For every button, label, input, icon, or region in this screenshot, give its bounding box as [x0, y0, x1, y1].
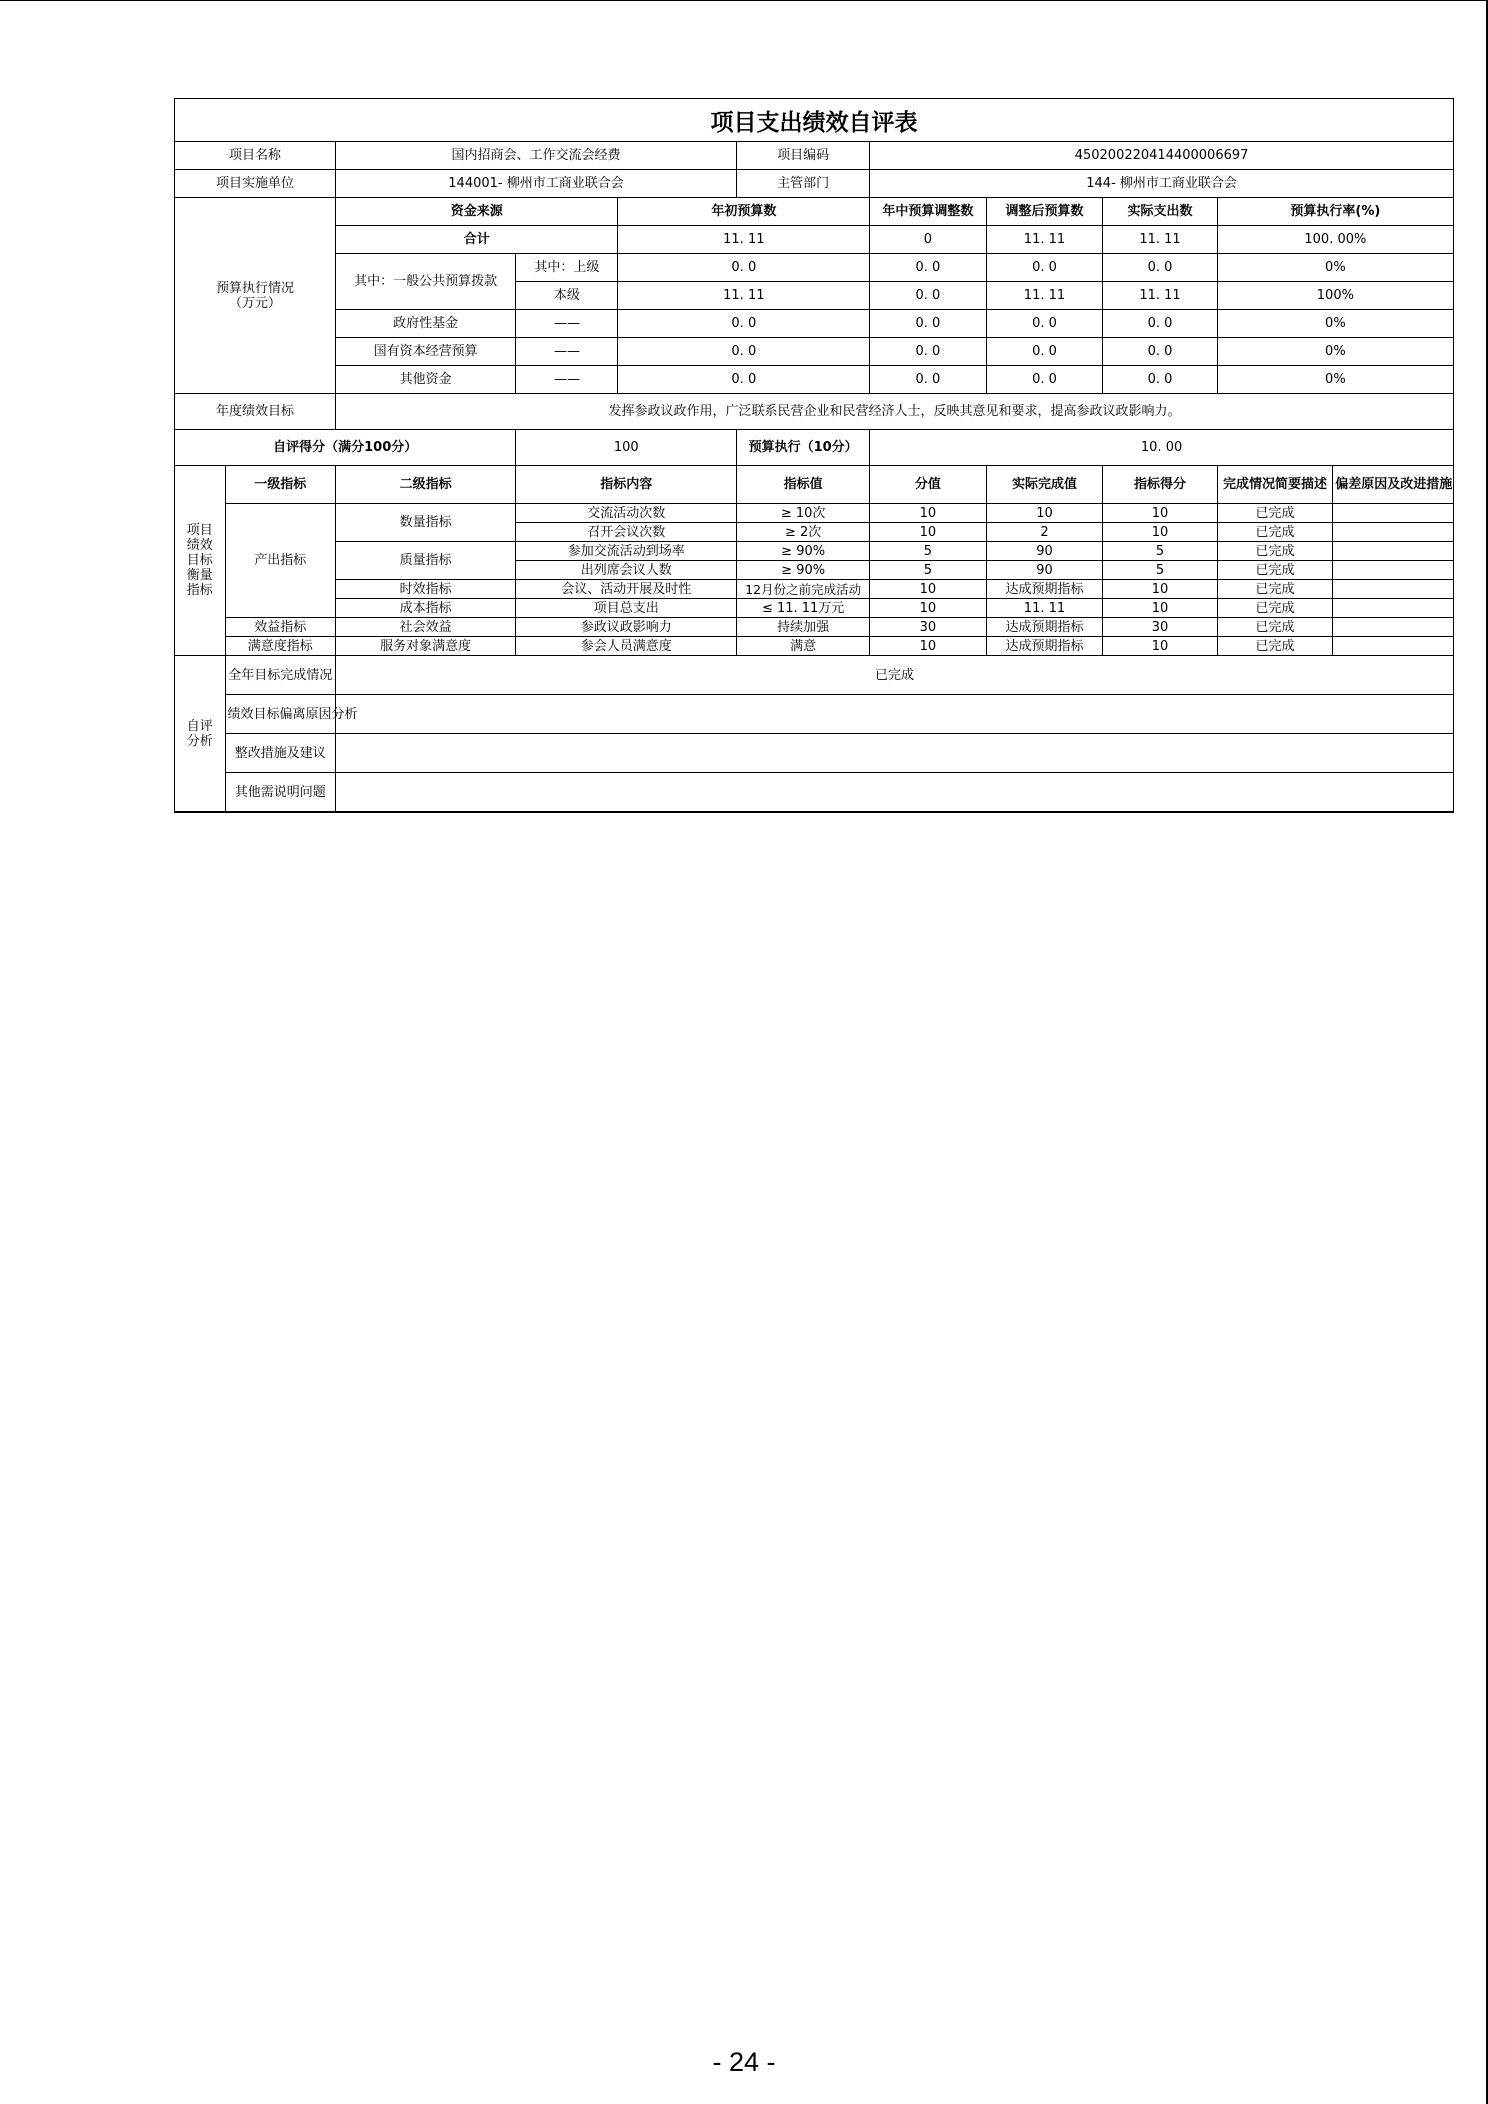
- deviation-analysis-label: 绩效目标偏离原因分析: [225, 695, 335, 734]
- state-capital-rate: 0%: [1217, 338, 1453, 366]
- indicator-row: [175, 542, 1454, 561]
- indicator-header-row: [175, 466, 1454, 504]
- output-indicator-label: 产出指标: [225, 504, 335, 618]
- local-adjusted: 11. 11: [986, 282, 1103, 310]
- indicator-points: 5: [870, 542, 987, 561]
- improvement-measures-label: 整改措施及建议: [225, 734, 335, 773]
- indicator-score: 10: [1103, 637, 1217, 656]
- adjusted-budget-header: 调整后预算数: [986, 198, 1103, 226]
- execution-rate-header: 预算执行率(%): [1217, 198, 1453, 226]
- analysis-section-label: 自评 分析: [175, 656, 226, 812]
- indicator-reason: [1333, 599, 1454, 618]
- upper-actual: 0. 0: [1103, 254, 1217, 282]
- level1-indicator-header: 一级指标: [225, 466, 335, 504]
- state-capital-midyear: 0. 0: [870, 338, 987, 366]
- upper-label: 其中：上级: [516, 254, 618, 282]
- form-title: 项目支出绩效自评表: [710, 108, 918, 136]
- indicator-completion: 已完成: [1217, 561, 1333, 580]
- self-score-value: 100: [516, 430, 737, 466]
- indicator-completion: 已完成: [1217, 637, 1333, 656]
- indicator-points: 10: [870, 580, 987, 599]
- indicator-reason: [1333, 542, 1454, 561]
- upper-rate: 0%: [1217, 254, 1453, 282]
- indicator-actual: 10: [986, 504, 1103, 523]
- budget-total-row: [175, 226, 1454, 254]
- other-fund-rate: 0%: [1217, 366, 1453, 394]
- indicator-target: 12月份之前完成活动: [737, 580, 870, 599]
- department-value: 144- 柳州市工商业联合会: [870, 170, 1454, 198]
- state-capital-adjusted: 0. 0: [986, 338, 1103, 366]
- quantity-indicator-label: 数量指标: [335, 504, 515, 542]
- indicator-points: 5: [870, 561, 987, 580]
- gov-fund-label: 政府性基金: [335, 310, 515, 338]
- quality-indicator-label: 质量指标: [335, 542, 515, 580]
- total-label: 合计: [335, 226, 618, 254]
- indicator-points: 10: [870, 504, 987, 523]
- project-name-value: 国内招商会、工作交流会经费: [335, 142, 736, 170]
- indicator-completion: 已完成: [1217, 542, 1333, 561]
- analysis-measures-row: [175, 734, 1454, 773]
- page-top-border: [0, 0, 1488, 1]
- total-rate: 100. 00%: [1217, 226, 1453, 254]
- indicator-actual: 达成预期指标: [986, 618, 1103, 637]
- indicator-content: 出列席会议人数: [516, 561, 737, 580]
- page-number: - 24 -: [712, 2047, 776, 2077]
- indicator-content: 召开会议次数: [516, 523, 737, 542]
- indicator-actual: 达成预期指标: [986, 637, 1103, 656]
- indicator-score-header: 指标得分: [1103, 466, 1217, 504]
- project-unit-row: [175, 170, 1454, 198]
- indicator-row: [175, 637, 1454, 656]
- deviation-reason-header: 偏差原因及改进措施: [1333, 466, 1454, 504]
- other-fund-adjusted: 0. 0: [986, 366, 1103, 394]
- analysis-completion-row: [175, 656, 1454, 695]
- other-fund-midyear: 0. 0: [870, 366, 987, 394]
- fund-source-header: 资金来源: [335, 198, 618, 226]
- total-midyear: 0: [870, 226, 987, 254]
- indicator-content: 参会人员满意度: [516, 637, 737, 656]
- total-initial: 11. 11: [618, 226, 870, 254]
- timeliness-indicator-label: 时效指标: [335, 580, 515, 599]
- other-fund-actual: 0. 0: [1103, 366, 1217, 394]
- annual-goal-text: 发挥参政议政作用，广泛联系民营企业和民营经济人士，反映其意见和要求，提高参政议政影响力。: [335, 394, 1453, 430]
- other-issues-label: 其他需说明问题: [225, 773, 335, 812]
- indicator-target: ≥ 90%: [737, 542, 870, 561]
- improvement-measures-value: [335, 734, 1453, 773]
- gov-fund-rate: 0%: [1217, 310, 1453, 338]
- indicator-score: 10: [1103, 580, 1217, 599]
- gov-fund-midyear: 0. 0: [870, 310, 987, 338]
- indicator-score: 5: [1103, 542, 1217, 561]
- indicator-reason: [1333, 561, 1454, 580]
- self-evaluation-form: [174, 98, 1454, 813]
- other-fund-dash: ——: [516, 366, 618, 394]
- indicator-score: 5: [1103, 561, 1217, 580]
- project-unit-label: 项目实施单位: [175, 170, 336, 198]
- indicator-completion: 已完成: [1217, 618, 1333, 637]
- indicator-actual: 达成预期指标: [986, 580, 1103, 599]
- actual-expense-header: 实际支出数: [1103, 198, 1217, 226]
- indicator-target: ≥ 10次: [737, 504, 870, 523]
- indicator-completion: 已完成: [1217, 599, 1333, 618]
- other-fund-initial: 0. 0: [618, 366, 870, 394]
- state-capital-initial: 0. 0: [618, 338, 870, 366]
- budget-execution-score-value: 10. 00: [870, 430, 1454, 466]
- indicator-points: 10: [870, 637, 987, 656]
- indicator-completion: 已完成: [1217, 504, 1333, 523]
- indicator-content: 参政议政影响力: [516, 618, 737, 637]
- indicator-points: 10: [870, 523, 987, 542]
- local-label: 本级: [516, 282, 618, 310]
- budget-header-row: [175, 198, 1454, 226]
- budget-upper-row: [175, 254, 1454, 282]
- indicator-actual: 2: [986, 523, 1103, 542]
- indicator-target: ≥ 90%: [737, 561, 870, 580]
- service-satisfaction-label: 服务对象满意度: [335, 637, 515, 656]
- local-actual: 11. 11: [1103, 282, 1217, 310]
- gov-fund-dash: ——: [516, 310, 618, 338]
- indicator-actual: 90: [986, 542, 1103, 561]
- local-midyear: 0. 0: [870, 282, 987, 310]
- midyear-adjustment-header: 年中预算调整数: [870, 198, 987, 226]
- indicator-score: 10: [1103, 523, 1217, 542]
- analysis-deviation-row: [175, 695, 1454, 734]
- indicator-points: 30: [870, 618, 987, 637]
- completion-status-label: 全年目标完成情况: [225, 656, 335, 695]
- social-benefit-label: 社会效益: [335, 618, 515, 637]
- satisfaction-indicator-label: 满意度指标: [225, 637, 335, 656]
- state-capital-actual: 0. 0: [1103, 338, 1217, 366]
- budget-execution-score-label: 预算执行（10分）: [737, 430, 870, 466]
- indicator-score: 10: [1103, 504, 1217, 523]
- indicator-target: 持续加强: [737, 618, 870, 637]
- self-score-label: 自评得分（满分100分）: [175, 430, 516, 466]
- general-budget-label: 其中：一般公共预算拨款: [335, 254, 515, 310]
- project-code-value: 450200220414400006697: [870, 142, 1454, 170]
- level2-indicator-header: 二级指标: [335, 466, 515, 504]
- indicator-section-label: 项目 绩效 目标 衡量 指标: [175, 466, 226, 656]
- actual-value-header: 实际完成值: [986, 466, 1103, 504]
- project-unit-value: 144001- 柳州市工商业联合会: [335, 170, 736, 198]
- indicator-reason: [1333, 580, 1454, 599]
- upper-adjusted: 0. 0: [986, 254, 1103, 282]
- cost-indicator-label: 成本指标: [335, 599, 515, 618]
- indicator-target: ≥ 2次: [737, 523, 870, 542]
- department-label: 主管部门: [737, 170, 870, 198]
- upper-midyear: 0. 0: [870, 254, 987, 282]
- state-capital-dash: ——: [516, 338, 618, 366]
- budget-section-label: 预算执行情况 （万元）: [175, 198, 336, 394]
- other-issues-value: [335, 773, 1453, 812]
- other-fund-label: 其他资金: [335, 366, 515, 394]
- self-score-row: [175, 430, 1454, 466]
- indicator-points: 10: [870, 599, 987, 618]
- project-code-label: 项目编码: [737, 142, 870, 170]
- budget-other-row: [175, 366, 1454, 394]
- gov-fund-adjusted: 0. 0: [986, 310, 1103, 338]
- deviation-analysis-value: [335, 695, 1453, 734]
- completion-desc-header: 完成情况简要描述: [1217, 466, 1333, 504]
- local-rate: 100%: [1217, 282, 1453, 310]
- project-name-row: [175, 142, 1454, 170]
- indicator-row: [175, 599, 1454, 618]
- indicator-score: 10: [1103, 599, 1217, 618]
- annual-goal-label: 年度绩效目标: [175, 394, 336, 430]
- local-initial: 11. 11: [618, 282, 870, 310]
- indicator-reason: [1333, 504, 1454, 523]
- indicator-row: [175, 504, 1454, 523]
- indicator-target: 满意: [737, 637, 870, 656]
- completion-status-value: 已完成: [335, 656, 1453, 695]
- budget-state-capital-row: [175, 338, 1454, 366]
- indicator-score: 30: [1103, 618, 1217, 637]
- indicator-content: 项目总支出: [516, 599, 737, 618]
- indicator-target-header: 指标值: [737, 466, 870, 504]
- indicator-completion: 已完成: [1217, 523, 1333, 542]
- benefit-indicator-label: 效益指标: [225, 618, 335, 637]
- upper-initial: 0. 0: [618, 254, 870, 282]
- indicator-row: [175, 580, 1454, 599]
- indicator-target: ≤ 11. 11万元: [737, 599, 870, 618]
- indicator-row: [175, 618, 1454, 637]
- gov-fund-initial: 0. 0: [618, 310, 870, 338]
- indicator-reason: [1333, 618, 1454, 637]
- gov-fund-actual: 0. 0: [1103, 310, 1217, 338]
- indicator-reason: [1333, 523, 1454, 542]
- analysis-other-row: [175, 773, 1454, 812]
- budget-gov-fund-row: [175, 310, 1454, 338]
- indicator-reason: [1333, 637, 1454, 656]
- indicator-actual: 11. 11: [986, 599, 1103, 618]
- annual-goal-row: [175, 394, 1454, 430]
- points-header: 分值: [870, 466, 987, 504]
- total-actual: 11. 11: [1103, 226, 1217, 254]
- indicator-content: 交流活动次数: [516, 504, 737, 523]
- indicator-completion: 已完成: [1217, 580, 1333, 599]
- indicator-content: 参加交流活动到场率: [516, 542, 737, 561]
- indicator-content: 会议、活动开展及时性: [516, 580, 737, 599]
- indicator-content-header: 指标内容: [516, 466, 737, 504]
- evaluation-table: [174, 141, 1454, 812]
- indicator-actual: 90: [986, 561, 1103, 580]
- state-capital-label: 国有资本经营预算: [335, 338, 515, 366]
- total-adjusted: 11. 11: [986, 226, 1103, 254]
- initial-budget-header: 年初预算数: [618, 198, 870, 226]
- project-name-label: 项目名称: [175, 142, 336, 170]
